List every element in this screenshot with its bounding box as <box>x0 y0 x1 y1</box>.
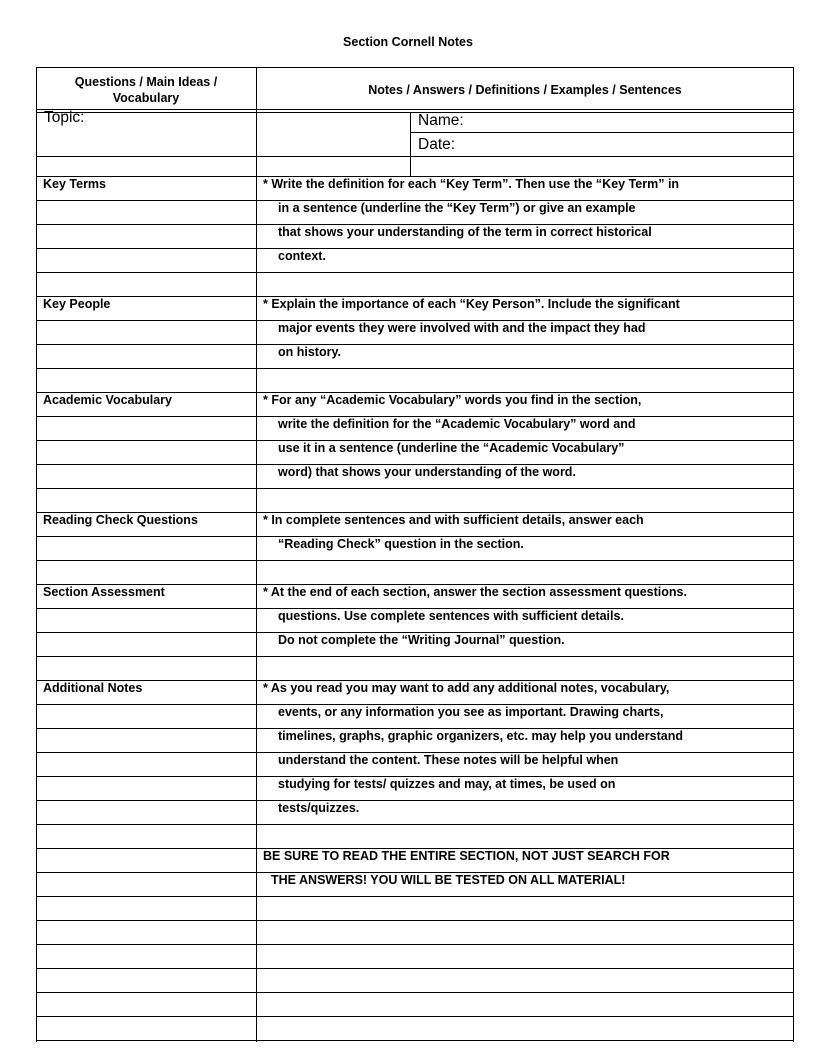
row-note-text: * As you read you may want to add any additional notes, vocabulary, <box>263 681 670 695</box>
info-divider <box>410 112 411 176</box>
row-note-text: * At the end of each section, answer the section assessment questions. <box>263 585 687 599</box>
header-right: Notes / Answers / Definitions / Examples / Sentences <box>368 83 682 97</box>
row-separator <box>36 368 793 369</box>
row-note-text: word) that shows your understanding of the word. <box>278 465 576 479</box>
name-label: Name: <box>418 112 464 129</box>
row-separator <box>36 656 793 657</box>
page-title: Section Cornell Notes <box>343 35 473 49</box>
row-separator <box>36 1016 793 1017</box>
row-note-text: use it in a sentence (underline the “Academic Vocabulary” <box>278 441 625 455</box>
row-separator <box>36 248 793 249</box>
header-double-border <box>36 112 793 113</box>
row-topic-label: Section Assessment <box>43 585 165 599</box>
row-note-text: that shows your understanding of the term in correct historical <box>278 225 652 239</box>
row-separator <box>36 824 793 825</box>
row-note-text: studying for tests/ quizzes and may, at times, be used on <box>278 777 616 791</box>
row-note-text: major events they were involved with and the impact they had <box>278 321 646 335</box>
row-separator <box>36 944 793 945</box>
info-bottom-border <box>36 156 793 157</box>
row-separator <box>36 488 793 489</box>
row-separator <box>36 896 793 897</box>
row-note-text: timelines, graphs, graphic organizers, etc. may help you understand <box>278 729 683 743</box>
table-top-border <box>36 67 793 68</box>
row-note-text: “Reading Check” question in the section. <box>278 537 524 551</box>
row-separator <box>36 344 793 345</box>
row-note-text: THE ANSWERS! YOU WILL BE TESTED ON ALL MATERIAL! <box>271 873 626 887</box>
row-note-text: events, or any information you see as important. Drawing charts, <box>278 705 664 719</box>
row-separator <box>36 272 793 273</box>
row-separator <box>36 992 793 993</box>
row-separator <box>36 920 793 921</box>
table-right-border <box>793 67 794 1042</box>
date-label: Date: <box>418 136 456 153</box>
row-note-text: context. <box>278 249 326 263</box>
row-note-text: * In complete sentences and with sufficient details, answer each <box>263 513 644 527</box>
row-note-text: * Write the definition for each “Key Term”. Then use the “Key Term” in <box>263 177 680 191</box>
row-topic-label: Key People <box>43 297 111 311</box>
row-note-text: on history. <box>278 345 341 359</box>
row-topic-label: Key Terms <box>43 177 106 191</box>
table-bottom-border <box>36 1040 793 1041</box>
row-note-text: in a sentence (underline the “Key Term”) or give an example <box>278 201 636 215</box>
name-row-border <box>410 132 794 133</box>
row-note-text: questions. Use complete sentences with sufficient details. <box>278 609 624 623</box>
header-left: Questions / Main Ideas / Vocabulary <box>74 75 218 105</box>
row-note-text: understand the content. These notes will be helpful when <box>278 753 619 767</box>
row-topic-label: Reading Check Questions <box>43 513 198 527</box>
row-note-text: * For any “Academic Vocabulary” words you find in the section, <box>263 393 642 407</box>
row-separator <box>36 968 793 969</box>
header-bottom-border <box>36 109 793 110</box>
row-note-text: * Explain the importance of each “Key Person”. Include the significant <box>263 297 680 311</box>
row-note-text: Do not complete the “Writing Journal” question. <box>278 633 565 647</box>
row-note-text: BE SURE TO READ THE ENTIRE SECTION, NOT JUST SEARCH FOR <box>263 849 670 863</box>
row-note-text: tests/quizzes. <box>278 801 360 815</box>
row-separator <box>36 800 793 801</box>
row-note-text: write the definition for the “Academic Vocabulary” word and <box>278 417 636 431</box>
topic-label: Topic: <box>44 109 85 126</box>
row-topic-label: Additional Notes <box>43 681 143 695</box>
row-separator <box>36 560 793 561</box>
row-topic-label: Academic Vocabulary <box>43 393 172 407</box>
